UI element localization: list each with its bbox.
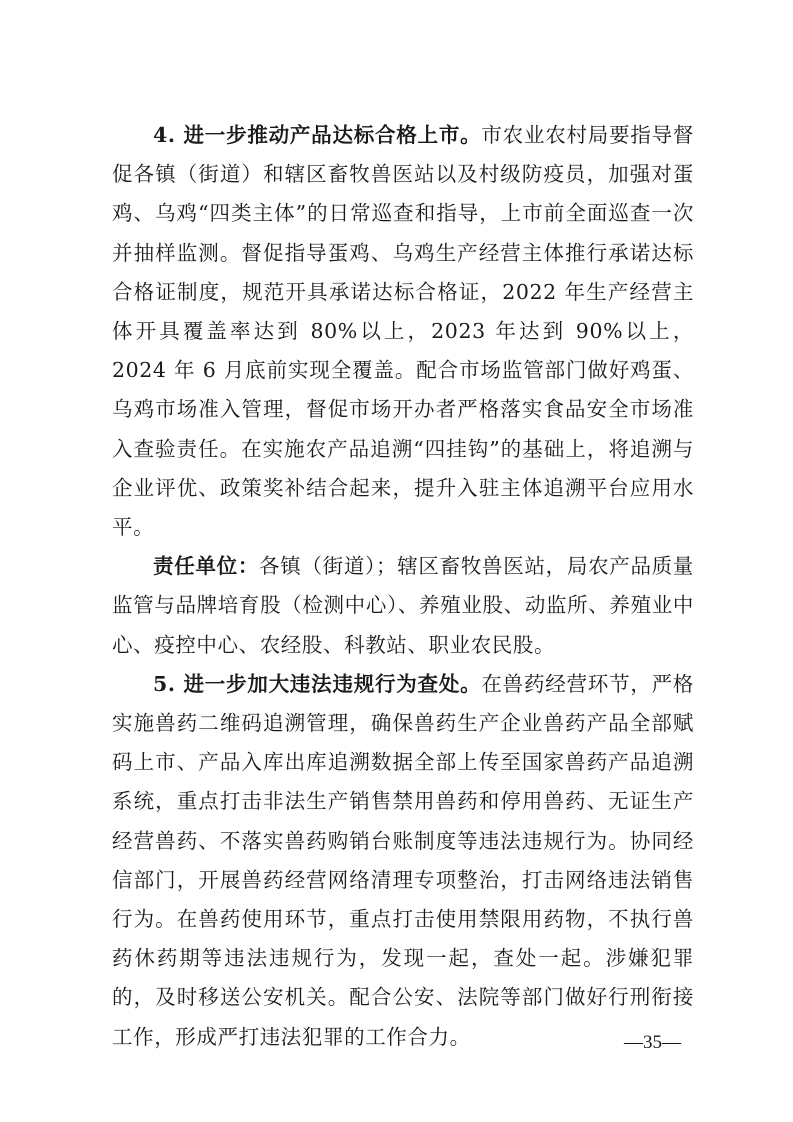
paragraph-item-5 bbox=[112, 665, 694, 1057]
responsible-units-label: 责任单位： bbox=[153, 554, 260, 579]
page-number: —35— bbox=[624, 1032, 681, 1053]
paragraph-heading: 5. 进一步加大违法违规行为查处。 bbox=[153, 671, 482, 696]
paragraph-item-4 bbox=[112, 116, 694, 547]
paragraph-text: 市农业农村局要指导督促各镇（街道）和辖区畜牧兽医站以及村级防疫员，加强对蛋鸡、乌鸡“四类主体”的日常巡查和指导，上市前全面巡查一次并抽样监测。督促指导蛋鸡、乌鸡生产经营主体推行承诺达标合格证制度，规范开具承诺达标合格证，2022 年生产经营主体开具覆盖率达到 80%以上，2023 年达到 90%以上，2024 年 6 月底前实现全覆盖。配合市场监管部门做好鸡蛋、乌鸡市场准入管理，督促市场开办者严格落实食品安全市场准入查验责任。在实施农产品追溯“四挂钩”的基础上，将追溯与企业评优、政策奖补结合起来，提升入驻主体追溯平台应用水平。 bbox=[112, 123, 694, 540]
paragraph-text: 在兽药经营环节，严格实施兽药二维码追溯管理，确保兽药生产企业兽药产品全部赋码上市、产品入库出库追溯数据全部上传至国家兽药产品追溯系统，重点打击非法生产销售禁用兽药和停用兽药、无证生产经营兽药、不落实兽药购销台账制度等违法违规行为。协同经信部门，开展兽药经营网络清理专项整治，打击网络违法销售行为。在兽药使用环节，重点打击使用禁限用药物，不执行兽药休药期等违法违规行为，发现一起，查处一起。涉嫌犯罪的，及时移送公安机关。配合公安、法院等部门做好行刑衔接工作，形成严打违法犯罪的工作合力。 bbox=[112, 671, 694, 1049]
responsible-units-paragraph bbox=[112, 547, 694, 665]
responsible-units-text: 各镇（街道）；辖区畜牧兽医站，局农产品质量监管与品牌培育股（检测中心）、养殖业股、动监所、养殖业中心、疫控中心、农经股、科教站、职业农民股。 bbox=[112, 554, 694, 657]
body-text bbox=[112, 116, 694, 1057]
paragraph-heading: 4. 进一步推动产品达标合格上市。 bbox=[153, 123, 482, 147]
